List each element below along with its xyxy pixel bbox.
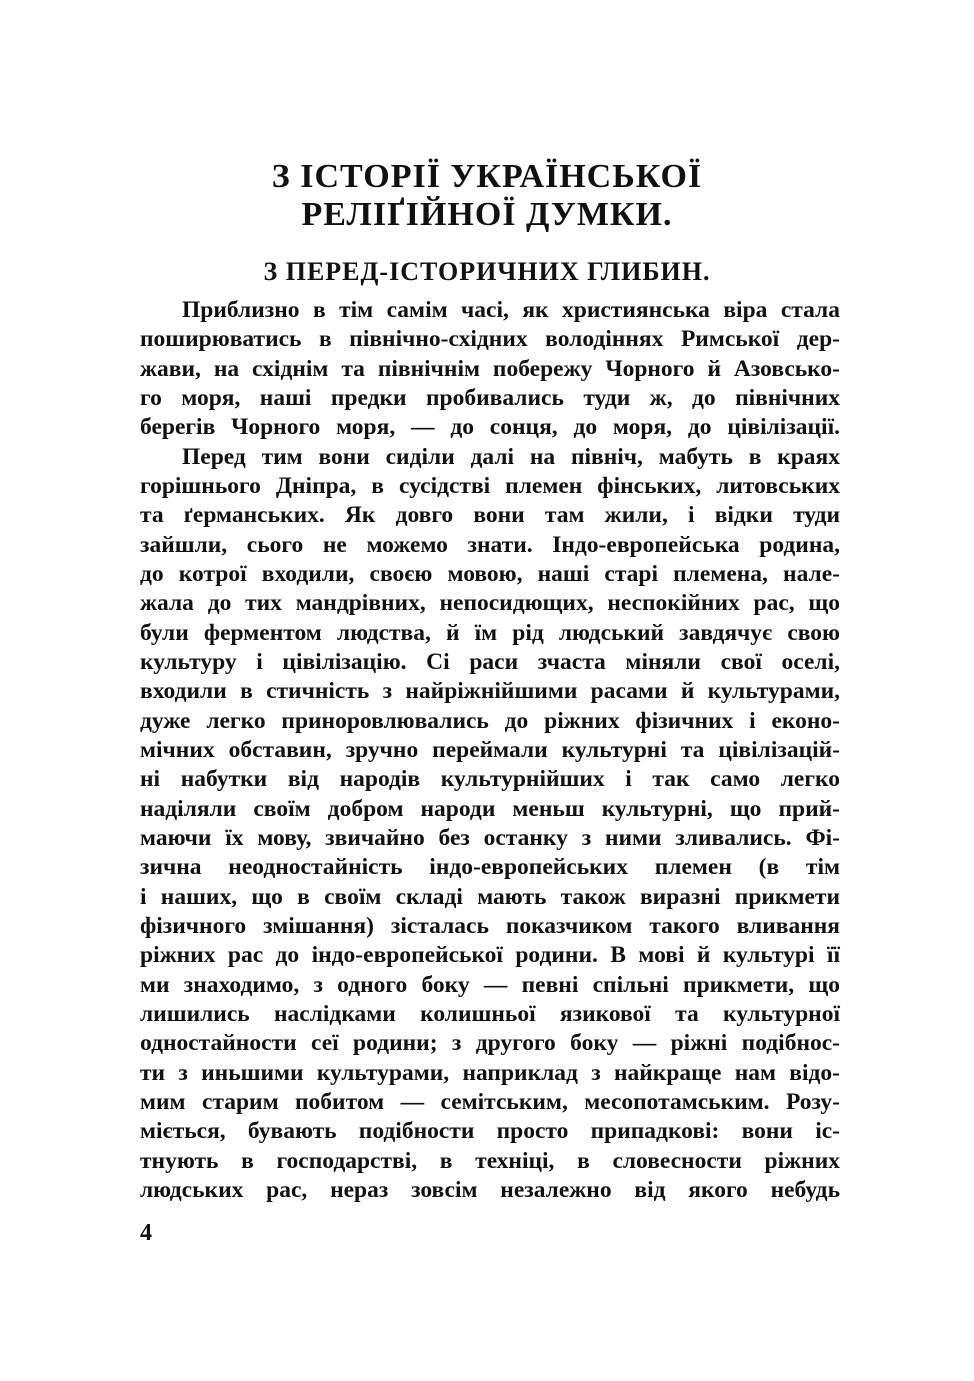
text-line: одностайности сеї родини; з другого боку — ріжні подібнос-	[140, 1030, 840, 1057]
text-line: ні набутки від народів культурнійших і так само легко	[140, 766, 840, 793]
text-line: Приблизно в тім самім часі, як християнська віра стала	[182, 297, 840, 323]
text-line: людських рас, нераз зовсім незалежно від якого небудь	[140, 1176, 840, 1203]
text-line: берегів Чорного моря, — до сонця, до моря, до цівілізації.	[140, 414, 840, 441]
text-line: тнують в господарстві, в техніці, в словесности ріжних	[140, 1147, 840, 1174]
text-line: ти з иньшими культурами, наприклад з найкраще нам відо-	[140, 1059, 840, 1086]
text-line: поширюватись в північно-східних володіннях Римської дер-	[140, 326, 840, 353]
text-line: були ферментом людства, й їм рід людський завдячує свою	[140, 619, 840, 646]
text-line: дуже легко приноровлювались до ріжних фізичних і еконо-	[140, 707, 840, 734]
text-line: ми знаходимо, з одного боку — певні спільні прикмети, що	[140, 971, 840, 998]
text-line: фізичного змішання) зісталась показчиком такого вливання	[140, 912, 840, 939]
chapter-title-line-1: З ІСТОРІЇ УКРАЇНСЬКОЇ	[271, 158, 703, 195]
text-line: міється, бувають подібности просто припадкові: вони іс-	[140, 1118, 840, 1145]
section-title: З ПЕРЕД-ІСТОРИЧНИХ ГЛИБИН.	[263, 257, 711, 286]
text-line: мічних обставин, зручно переймали культурні та цівілізацій-	[140, 736, 840, 763]
text-line: культуру і цівілізацію. Сі раси зчаста міняли свої оселі,	[140, 648, 840, 675]
text-line: до котрої входили, своєю мовою, наші старі племена, нале-	[140, 560, 840, 587]
text-line: і наших, що в своїм складі мають також виразні прикмети	[140, 883, 840, 910]
text-line: горішнього Дніпра, в сусідстві племен фінських, литовських	[140, 472, 840, 499]
text-line: Перед тим вони сиділи далі на північ, мабуть в краях	[182, 443, 840, 470]
text-line: наділяли своїм добром народи меньш культурні, що прий-	[140, 795, 840, 822]
page-number: 4	[140, 1220, 152, 1246]
text-line: го моря, наші предки пробивались туди ж, до північних	[140, 384, 840, 411]
text-line: жави, на східнім та північнім побережу Чорного й Азовсько-	[140, 355, 840, 382]
chapter-title-line-2: РЕЛІҐІЙНОЇ ДУМКИ.	[301, 196, 673, 233]
text-line: маючи їх мову, звичайно без останку з ними зливались. Фі-	[140, 824, 840, 851]
text-line: та ґерманських. Як довго вони там жили, і відки туди	[140, 502, 840, 529]
text-line: зайшли, сього не можемо знати. Індо-европейська родина,	[140, 531, 840, 558]
text-line: лишились наслідками колишньої язикової та культурної	[140, 1000, 840, 1027]
text-line: ріжних рас до індо-европейської родини. В мові й культурі її	[140, 942, 840, 969]
text-line: мим старим побитом — семітським, месопотамським. Розу-	[140, 1088, 840, 1115]
body-text	[140, 296, 840, 1205]
text-line: жала до тих мандрівних, непосидющих, неспокійних рас, що	[140, 590, 840, 617]
text-line: зична неодностайність індо-европейських племен (в тім	[140, 854, 840, 881]
text-line: входили в стичність з найріжнійшими расами й культурами,	[140, 678, 840, 705]
